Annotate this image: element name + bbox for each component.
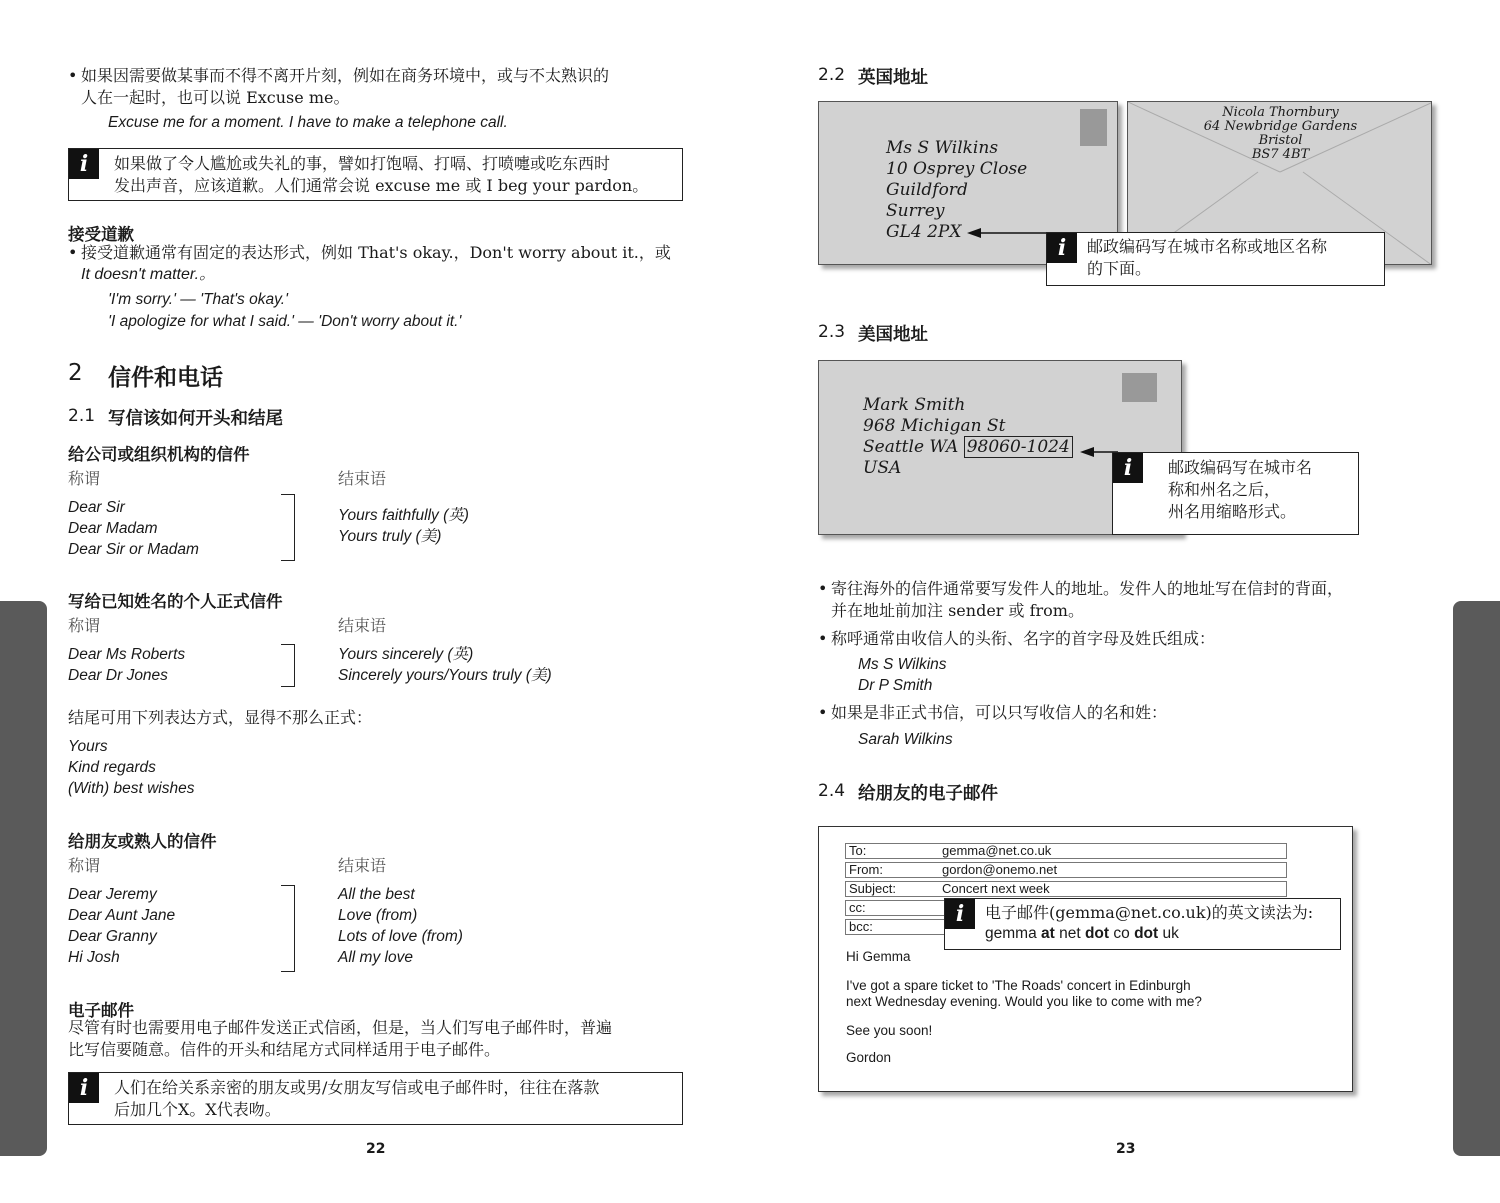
address-line xyxy=(863,437,1073,458)
subject-value: Concert next week xyxy=(942,881,1050,896)
informal-bullet: • 如果是非正式书信，可以只写收信人的名和姓： xyxy=(831,702,1167,724)
info-uk-line1: 邮政编码写在城市名称或地区名称 xyxy=(1087,237,1328,256)
known-salutation-label: 称谓 xyxy=(68,616,101,635)
info-icon: i xyxy=(945,899,975,929)
subsection-number: 2.1 xyxy=(68,406,96,426)
info-uk-line2: 的下面。 xyxy=(1087,259,1152,278)
left-thumb-tab xyxy=(0,601,47,1156)
to-value: gemma@net.co.uk xyxy=(942,843,1052,858)
reading-part: co xyxy=(1109,925,1135,942)
uk-section-title: 英国地址 xyxy=(858,68,928,88)
stamp xyxy=(1080,109,1107,146)
address-line: Ms S Wilkins xyxy=(886,138,999,158)
email-bcc-field[interactable] xyxy=(845,919,955,935)
address-line: Bristol xyxy=(1258,133,1303,148)
accept-example-1: 'I'm sorry.' — 'That's okay.' xyxy=(108,291,288,308)
email-window xyxy=(818,826,1353,1092)
reading-part: gemma xyxy=(985,925,1041,942)
email-section-title: 给朋友的电子邮件 xyxy=(858,784,998,804)
address-line: 10 Osprey Close xyxy=(886,159,1028,179)
right-thumb-tab xyxy=(1453,601,1500,1156)
company-salutations xyxy=(68,497,199,560)
email-paragraph-line2: 比写信要随意。信件的开头和结尾方式同样适用于电子邮件。 xyxy=(68,1040,501,1059)
info-icon: i xyxy=(1047,233,1077,263)
salutation-item: Dear Madam xyxy=(68,520,158,537)
friends-salutations xyxy=(68,884,175,968)
title-example: Dr P Smith xyxy=(858,677,933,694)
page-number-right: 23 xyxy=(1116,1141,1136,1157)
us-section-number: 2.3 xyxy=(818,322,846,342)
title-examples xyxy=(858,654,947,696)
salutation-item: Dear Sir or Madam xyxy=(68,541,199,558)
section-number: 2 xyxy=(68,360,83,386)
company-closings xyxy=(338,505,469,547)
salutation-item: Dear Jeremy xyxy=(68,886,157,903)
salutation-item: Hi Josh xyxy=(68,949,120,966)
email-subject-field[interactable] xyxy=(845,881,1287,897)
email-signature: Gordon xyxy=(846,1050,892,1065)
email-paragraph xyxy=(68,1017,683,1061)
closing-item: Sincerely yours/Yours truly (美) xyxy=(338,667,552,684)
informal-example: Sarah Wilkins xyxy=(858,731,953,748)
friends-salutation-label: 称谓 xyxy=(68,856,101,875)
address-line: Nicola Thornbury xyxy=(1222,105,1339,120)
bracket xyxy=(281,885,295,972)
excuse-bullet xyxy=(81,65,691,109)
info-box-kisses-line1: 人们在给关系亲密的朋友或男/女朋友写信或电子邮件时，往往在落款 xyxy=(114,1078,600,1097)
info-email-line1: 电子邮件(gemma@net.co.uk)的英文读法为: xyxy=(985,903,1314,922)
address-line: Surrey xyxy=(886,201,945,221)
info-icon: i xyxy=(69,149,99,179)
company-heading: 给公司或组织机构的信件 xyxy=(68,445,250,464)
salutation-item: Dear Granny xyxy=(68,928,157,945)
from-value: gordon@onemo.net xyxy=(942,862,1058,877)
to-label: To: xyxy=(849,843,867,858)
company-salutation-label: 称谓 xyxy=(68,469,101,488)
email-from-field[interactable] xyxy=(845,862,1287,878)
reading-at: at xyxy=(1041,925,1055,942)
info-us-line2: 称和州名之后， xyxy=(1168,480,1281,499)
salutation-item: Dear Aunt Jane xyxy=(68,907,176,924)
arrow-icon xyxy=(965,225,1050,241)
stamp xyxy=(1122,373,1157,402)
closing-item: Lots of love (from) xyxy=(338,928,463,945)
uk-sender-address xyxy=(1128,106,1432,162)
less-formal-item: Yours xyxy=(68,738,108,755)
accept-bullet xyxy=(81,242,691,286)
email-section-number: 2.4 xyxy=(818,781,846,801)
email-body-line1: I've got a spare ticket to 'The Roads' concert in Edinburgh xyxy=(846,978,1191,993)
title-example: Ms S Wilkins xyxy=(858,656,947,673)
uk-section-number: 2.2 xyxy=(818,65,846,85)
known-heading: 写给已知姓名的个人正式信件 xyxy=(68,592,283,611)
excuse-bullet-line2: 人在一起时，也可以说 Excuse me。 xyxy=(81,88,350,107)
less-formal-intro: 结尾可用下列表达方式，显得不那么正式： xyxy=(68,708,373,727)
us-section-title: 美国地址 xyxy=(858,325,928,345)
info-box-us-zip xyxy=(1112,452,1359,535)
less-formal-item: Kind regards xyxy=(68,759,156,776)
known-salutations xyxy=(68,644,185,686)
overseas-bullet-line1: • 寄往海外的信件通常要写发件人的地址。发件人的地址写在信封的背面， xyxy=(831,579,1344,598)
email-heading: 电子邮件 xyxy=(68,1001,134,1020)
page-number-left: 22 xyxy=(366,1141,386,1157)
info-box-uk-postcode xyxy=(1046,232,1385,286)
email-body xyxy=(846,978,1202,1010)
friends-heading: 给朋友或熟人的信件 xyxy=(68,832,217,851)
postcode: GL4 2PX xyxy=(886,222,962,242)
address-line: Guildford xyxy=(886,180,968,200)
excuse-example: Excuse me for a moment. I have to make a telephone call. xyxy=(108,114,508,131)
address-line: 64 Newbridge Gardens xyxy=(1203,119,1358,134)
address-line: BS7 4BT xyxy=(1251,147,1310,162)
title-bullet: • 称呼通常由收信人的头衔、名字的首字母及姓氏组成： xyxy=(831,628,1215,650)
less-formal-list xyxy=(68,736,194,799)
us-recipient-address xyxy=(863,395,1073,479)
from-label: From: xyxy=(849,862,883,877)
excuse-bullet-line1: • 如果因需要做某事而不得不离开片刻，例如在商务环境中，或与不太熟识的 xyxy=(81,66,610,85)
info-email-line2 xyxy=(985,925,1179,943)
email-closing: See you soon! xyxy=(846,1023,933,1038)
reading-dot: dot xyxy=(1134,925,1159,942)
known-closing-label: 结束语 xyxy=(338,616,387,635)
email-body-line2: next Wednesday evening. Would you like to come with me? xyxy=(846,994,1202,1009)
closing-item: Yours truly (美) xyxy=(338,528,442,545)
info-box-apology-line2: 发出声音，应该道歉。人们通常会说 excuse me 或 I beg your pardon。 xyxy=(114,176,649,195)
closing-item: Yours sincerely (英) xyxy=(338,646,474,663)
info-us-line3: 州名用缩略形式。 xyxy=(1168,502,1297,521)
info-box-apology-line1: 如果做了令人尴尬或失礼的事，譬如打饱嗝、打嗝、打喷嚏或吃东西时 xyxy=(114,154,611,173)
overseas-bullet xyxy=(831,578,1431,622)
accept-example-2: 'I apologize for what I said.' — 'Don't worry about it.' xyxy=(108,313,462,330)
friends-closing-label: 结束语 xyxy=(338,856,387,875)
info-icon: i xyxy=(69,1073,99,1103)
reading-part: net xyxy=(1054,925,1085,942)
email-paragraph-line1: 尽管有时也需要用电子邮件发送正式信函，但是，当人们写电子邮件时，普遍 xyxy=(68,1018,613,1037)
reading-dot: dot xyxy=(1084,925,1110,942)
reading-part: uk xyxy=(1158,925,1179,942)
info-box-apology xyxy=(68,148,683,201)
salutation-item: Dear Dr Jones xyxy=(68,667,168,684)
email-cc-field[interactable] xyxy=(845,900,955,916)
section-title: 信件和电话 xyxy=(108,365,223,391)
email-greeting: Hi Gemma xyxy=(846,949,911,964)
info-box-kisses xyxy=(68,1072,683,1125)
bcc-label: bcc: xyxy=(849,919,873,934)
address-line: USA xyxy=(863,458,902,478)
salutation-item: Dear Sir xyxy=(68,499,125,516)
accept-bullet-line1: • 接受道歉通常有固定的表达形式，例如 That's okay.，Don't worry about it.，或 xyxy=(81,243,671,262)
address-line: 968 Michigan St xyxy=(863,416,1006,436)
info-box-kisses-line2: 后加几个X。X代表吻。 xyxy=(114,1100,281,1119)
friends-closings xyxy=(338,884,463,968)
company-closing-label: 结束语 xyxy=(338,469,387,488)
overseas-bullet-line2: 并在地址前加注 sender 或 from。 xyxy=(831,601,1084,620)
email-to-field[interactable] xyxy=(845,843,1287,859)
closing-item: Yours faithfully (英) xyxy=(338,507,469,524)
accept-heading: 接受道歉 xyxy=(68,225,134,244)
subject-label: Subject: xyxy=(849,881,896,896)
closing-item: Love (from) xyxy=(338,907,418,924)
info-box-email-reading xyxy=(944,898,1341,950)
less-formal-item: (With) best wishes xyxy=(68,780,195,797)
cc-label: cc: xyxy=(849,900,866,915)
subsection-title: 写信该如何开头和结尾 xyxy=(108,409,283,429)
closing-item: All the best xyxy=(338,886,415,903)
closing-item: All my love xyxy=(338,949,413,966)
known-closings xyxy=(338,644,552,686)
bracket xyxy=(281,494,295,561)
salutation-item: Dear Ms Roberts xyxy=(68,646,186,663)
info-icon: i xyxy=(1113,453,1143,483)
bracket xyxy=(281,644,295,687)
info-us-line1: 邮政编码写在城市名 xyxy=(1168,458,1313,477)
address-line: Mark Smith xyxy=(863,395,966,415)
accept-bullet-line2: It doesn't matter.。 xyxy=(81,266,216,283)
zip-code: 98060-1024 xyxy=(964,436,1073,458)
city-state: Seattle WA xyxy=(863,437,959,457)
